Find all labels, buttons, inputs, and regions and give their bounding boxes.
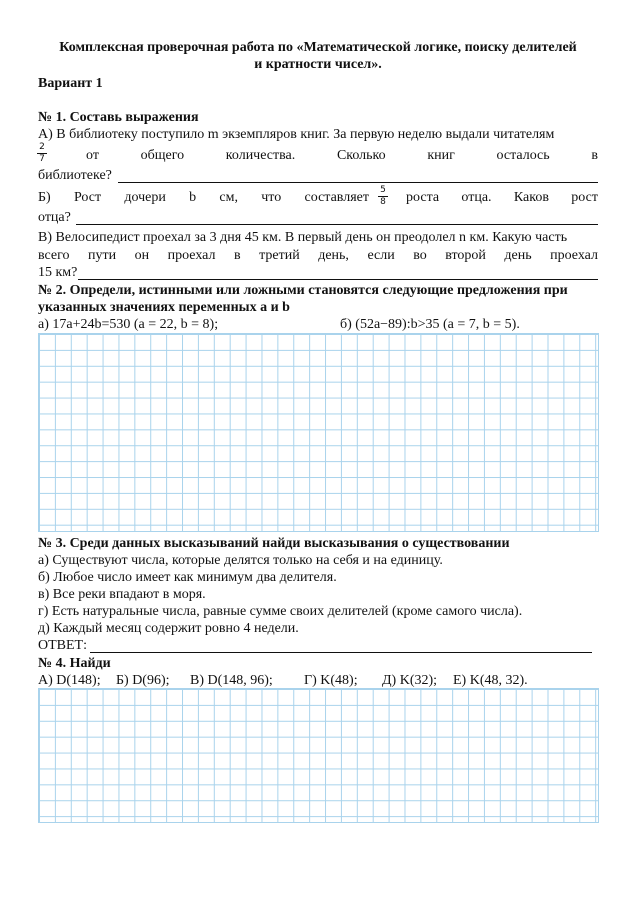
word: Каков	[513, 190, 549, 205]
title-line-1: Комплексная проверочная работа по «Математической логике, поиску делителей	[59, 40, 577, 55]
word: пути	[88, 248, 117, 263]
task1-a-frac-numerator: 2	[39, 142, 45, 152]
task1-b-line2: отца?	[38, 210, 71, 225]
word: общего	[140, 148, 185, 163]
word: всего	[38, 248, 70, 263]
task1-a-fraction	[37, 143, 47, 164]
word: от	[86, 148, 99, 163]
task3-item-e: д) Каждый месяц содержит ровно 4 недели.	[38, 621, 299, 636]
task2-number: № 2.	[38, 283, 67, 298]
task3-answer-line[interactable]	[90, 652, 592, 653]
task1-a-line3: библиотеке?	[38, 168, 112, 183]
task4-item-a: А) D(148);	[38, 673, 101, 688]
word: проехал	[167, 248, 216, 263]
task2-heading: Определи, истинными или ложными становятся следующие предложения при	[69, 283, 568, 298]
word: отца.	[461, 190, 492, 205]
task2-grid-work-area[interactable]	[38, 333, 599, 532]
word: осталось	[496, 148, 550, 163]
word: в	[233, 248, 241, 263]
task1-b-fraction	[378, 186, 388, 207]
word: b	[189, 190, 197, 205]
word: см,	[219, 190, 238, 205]
task1-b-frac-denominator: 8	[380, 197, 386, 207]
word: он	[134, 248, 150, 263]
answer-line-c[interactable]	[78, 279, 598, 280]
task1-b-line1-right	[406, 190, 598, 206]
task3-item-a: а) Существуют числа, которые делятся только на себя и на единицу.	[38, 553, 443, 568]
task4-item-f: Е) K(48, 32).	[453, 673, 528, 688]
word: Рост	[73, 190, 102, 205]
task4-item-d: Г) K(48);	[304, 673, 358, 688]
task1-heading: № 1. Составь выражения	[38, 110, 199, 125]
task4-item-b: Б) D(96);	[116, 673, 170, 688]
word: в	[591, 148, 598, 163]
word: второй	[445, 248, 486, 263]
word: составляет	[304, 190, 369, 205]
word: Сколько	[336, 148, 386, 163]
word: во	[413, 248, 427, 263]
task3-heading: № 3. Среди данных высказываний найди высказывания о существовании	[38, 536, 510, 551]
task3-item-c: в) Все реки впадают в моря.	[38, 587, 206, 602]
word: книг	[427, 148, 455, 163]
task3-item-d: г) Есть натуральные числа, равные сумме своих делителей (кроме самого числа).	[38, 604, 523, 619]
answer-line-b[interactable]	[76, 224, 598, 225]
word: день,	[318, 248, 349, 263]
word: Б)	[38, 190, 51, 205]
task2-item-b: б) (52a−89):b>35 (a = 7, b = 5).	[340, 317, 520, 332]
task2-item-a: а) 17a+24b=530 (a = 22, b = 8);	[38, 317, 219, 332]
task4-heading: № 4. Найди	[38, 656, 111, 671]
word: рост	[571, 190, 598, 205]
task3-answer-label: ОТВЕТ:	[38, 638, 87, 653]
task1-c-line2	[38, 248, 598, 264]
task1-b-frac-numerator: 5	[380, 185, 386, 195]
word: если	[367, 248, 395, 263]
task1-c-line3: 15 км?	[38, 265, 78, 280]
word: дочери	[124, 190, 166, 205]
task3-item-b: б) Любое число имеет как минимум два делителя.	[38, 570, 337, 585]
task4-grid-work-area[interactable]	[38, 688, 599, 823]
word: роста	[406, 190, 440, 205]
word: третий	[259, 248, 300, 263]
task2-heading-line2: указанных значениях переменных a и b	[38, 300, 290, 315]
task1-a-frac-denominator: 7	[39, 154, 45, 164]
word: день	[504, 248, 532, 263]
word: проехал	[550, 248, 598, 263]
task1-c-line1: В) Велосипедист проехал за 3 дня 45 км. В первый день он преодолел n км. Какую часть	[38, 230, 568, 245]
word: количества.	[225, 148, 296, 163]
answer-line-a[interactable]	[118, 182, 598, 183]
word: что	[261, 190, 282, 205]
title-line-2: и кратности чисел».	[254, 57, 382, 72]
task2-heading-line1	[38, 283, 568, 299]
task4-item-e: Д) K(32);	[382, 673, 438, 688]
task1-b-line1-left	[38, 190, 369, 206]
variant-label: Вариант 1	[38, 76, 103, 91]
task1-a-line1: А) В библиотеку поступило m экземпляров книг. За первую неделю выдали читателям	[38, 127, 555, 142]
task4-item-c: В) D(148, 96);	[190, 673, 273, 688]
task1-a-line2	[86, 148, 598, 164]
